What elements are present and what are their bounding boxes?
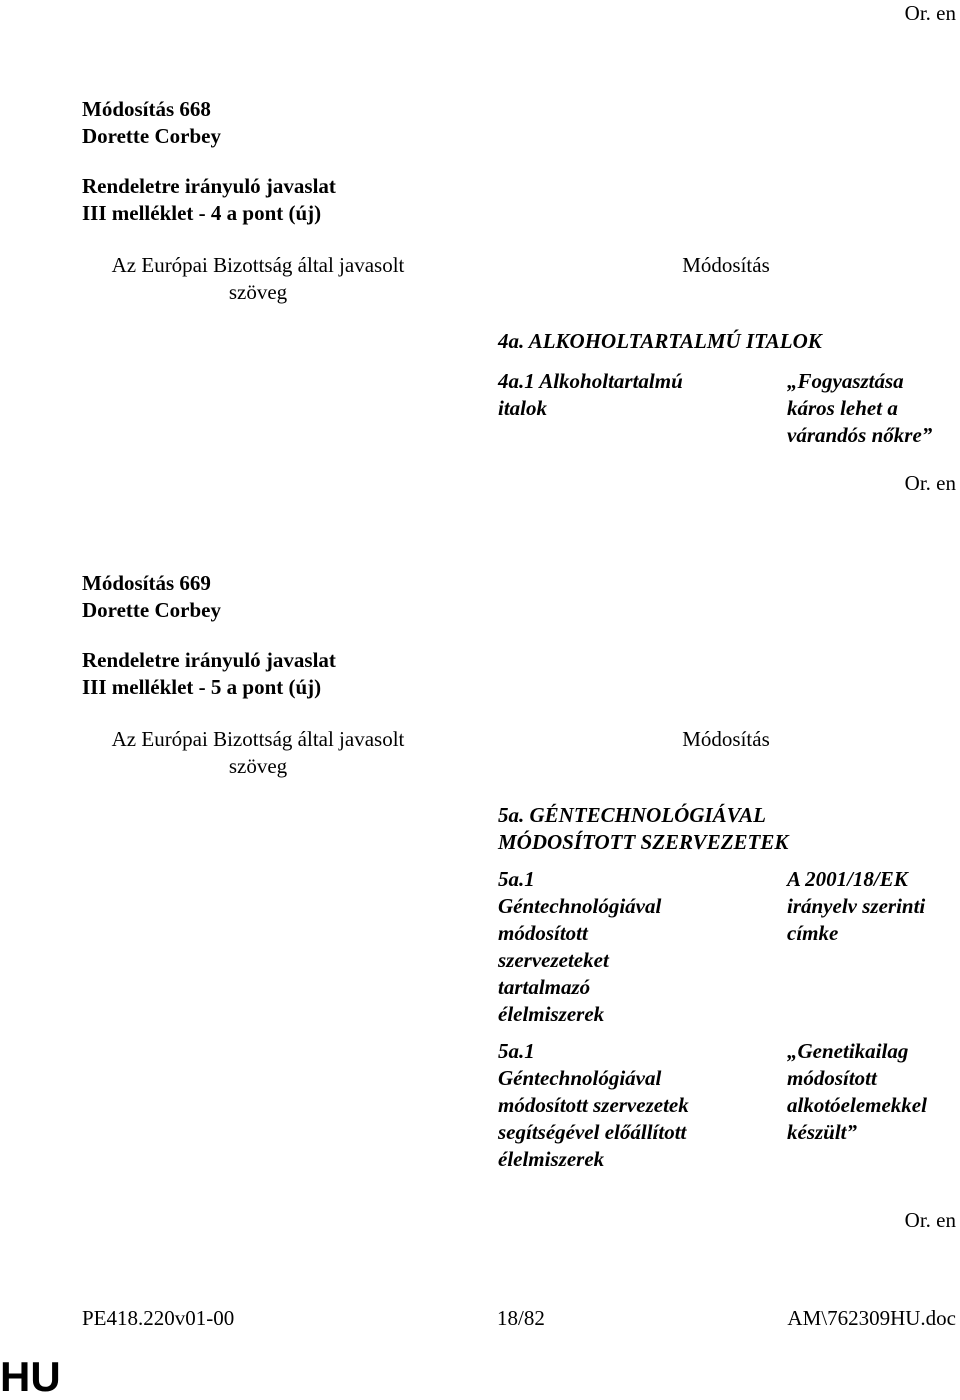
amendment-669-heading [498,802,788,856]
text-line: alkotóelemekkel [787,1093,927,1117]
amendment-668-row1-right [787,368,932,449]
amendment-669-reference: III melléklet - 5 a pont (új) [82,675,322,699]
amendment-668-author: Dorette Corbey [82,124,221,148]
amendment-668-title: Módosítás 668 [82,97,211,121]
text-line: „Fogyasztása [787,369,904,393]
amendment-669-row1-left [498,866,661,1028]
text-line: várandós nőkre” [787,423,933,447]
amendment-668-proposal: Rendeletre irányuló javaslat [82,174,336,198]
left-heading-line: szöveg [228,754,288,778]
text-line: módosított [787,1066,877,1090]
amendment-669-author: Dorette Corbey [82,598,221,622]
text-line: készült” [787,1120,858,1144]
amendment-669-left-column-heading [82,726,434,780]
amendment-669-row2-right [787,1038,927,1146]
text-line: italok [498,396,548,420]
text-line: A 2001/18/EK [787,867,908,891]
amendment-668-heading: 4a. ALKOHOLTARTALMÚ ITALOK [498,329,822,353]
text-line: 4a.1 Alkoholtartalmú [498,369,683,393]
text-line: 5a. GÉNTECHNOLÓGIÁVAL [498,803,766,827]
amendment-669-row1-right [787,866,925,947]
text-line: 5a.1 [498,1039,535,1063]
footer-page-number: 18/82 [497,1306,545,1330]
original-language-label: Or. en [904,471,956,495]
text-line: módosított [498,921,588,945]
text-line: élelmiszerek [498,1002,605,1026]
text-line: módosított szervezetek [498,1093,689,1117]
amendment-669-right-column-heading: Módosítás [682,727,770,751]
amendment-668-row1-left [498,368,683,422]
amendment-668-right-column-heading: Módosítás [682,253,770,277]
text-line: Géntechnológiával [498,1066,662,1090]
text-line: címke [787,921,839,945]
text-line: tartalmazó [498,975,591,999]
amendment-669-title: Módosítás 669 [82,571,211,595]
original-language-label: Or. en [904,1,956,25]
left-heading-line: szöveg [228,280,288,304]
left-heading-line: Az Európai Bizottság által javasolt [111,727,405,751]
text-line: 5a.1 [498,867,535,891]
text-line: szervezeteket [498,948,609,972]
text-line: élelmiszerek [498,1147,605,1171]
text-line: segítségével előállított [498,1120,687,1144]
amendment-668-left-column-heading [82,252,434,306]
left-heading-line: Az Európai Bizottság által javasolt [111,253,405,277]
footer-document-reference: PE418.220v01-00 [82,1306,235,1330]
amendment-669-proposal: Rendeletre irányuló javaslat [82,648,336,672]
text-line: irányelv szerinti [787,894,926,918]
text-line: „Genetikailag [787,1039,909,1063]
footer-file-name: AM\762309HU.doc [787,1306,956,1330]
text-line: káros lehet a [787,396,898,420]
amendment-669-row2-left [498,1038,689,1173]
language-code: HU [0,1353,61,1400]
text-line: Géntechnológiával [498,894,662,918]
text-line: MÓDOSÍTOTT SZERVEZETEK [498,830,789,854]
amendment-668-reference: III melléklet - 4 a pont (új) [82,201,322,225]
original-language-label: Or. en [904,1208,956,1232]
